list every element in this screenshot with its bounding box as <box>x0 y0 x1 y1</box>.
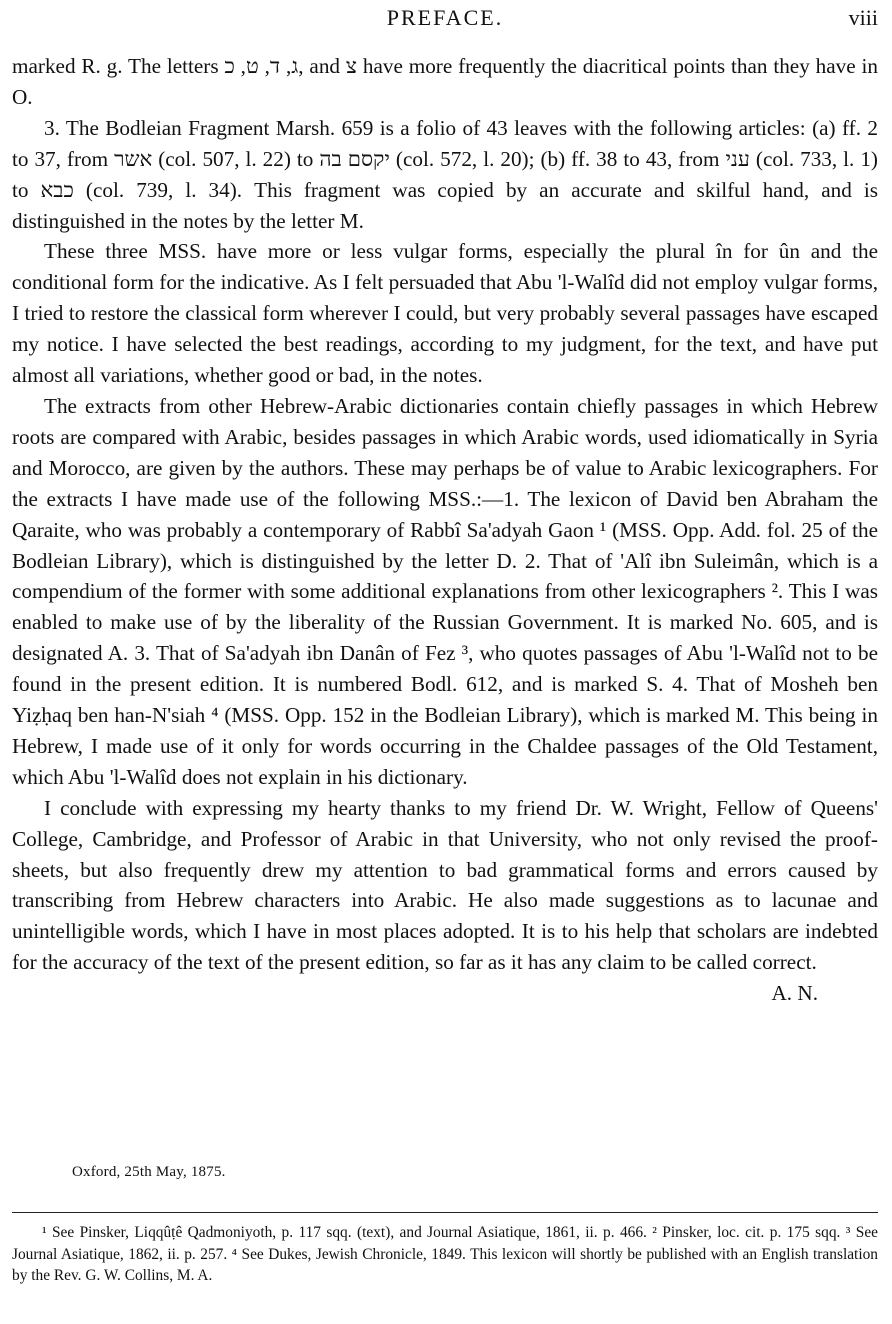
paragraph-vulgar-forms: These three MSS. have more or less vulgar forms, especially the plural în for ûn and the conditional form for the indicative. As I felt persuaded that Abu 'l-Walîd did not employ vulgar forms, I tried to restore the classical form wherever I could, but very probably several passages have escaped my notice. I have selected the best readings, according to my judgment, for the text, and have put almost all variations, whether good or bad, in the notes. <box>12 239 878 388</box>
paragraph-acknowledgements: I conclude with expressing my hearty thanks to my friend Dr. W. Wright, Fellow of Queens' College, Cambridge, and Professor of Arabic in that University, who not only revised the proof-sheets, but also frequently drew my attention to bad grammatical forms and errors caused by transcribing from Hebrew characters into Arabic. He also made suggestions as to lacunae and unintelligible words, which I have in most places adopted. It is to his help that scholars are indebted for the accuracy of the text of the present edition, so far as it has any claim to be called correct. <box>12 795 878 975</box>
author-signature: A. N. <box>771 981 818 1006</box>
footnotes <box>12 1222 878 1287</box>
paragraph-continuation: marked R. g. The letters ג, ד, ט, כ, and צ have more frequently the diacritical points than they have in O. <box>12 54 878 109</box>
body-text <box>12 51 878 1009</box>
footnote-block: ¹ See Pinsker, Liqqûṭê Qadmoniyoth, p. 117 sqq. (text), and Journal Asiatique, 1861, ii. p. 466. ² Pinsker, loc. cit. p. 175 sqq. ³ See Journal Asiatique, 1862, ii. p. 257. ⁴ See Dukes, Jewish Chronicle, 1849. This lexicon will shortly be published with an English translation by the Rev. G. W. Collins, M. A. <box>12 1224 878 1284</box>
paragraph-bodleian-fragment: 3. The Bodleian Fragment Marsh. 659 is a folio of 43 leaves with the following articles: (a) ff. 2 to 37, from אשר (col. 507, l. 22) to יקסם בה (col. 572, l. 20); (b) ff. 38 to 43, from עני (col. 733, l. 1) to כבא (col. 739, l. 34). This fragment was copied by an accurate and skilful hand, and is distinguished in the notes by the letter M. <box>12 115 879 233</box>
paragraph-extracts: The extracts from other Hebrew-Arabic dictionaries contain chiefly passages in which Hebrew roots are compared with Arabic, besides passages in which Arabic words, used idiomatically in Syria and Morocco, are given by the authors. These may perhaps be of value to Arabic lexicographers. For the extracts I have made use of the following MSS.:—1. The lexicon of David ben Abraham the Qaraite, who was probably a contemporary of Rabbî Sa'adyah Gaon ¹ (MSS. Opp. Add. fol. 25 of the Bodleian Library), which is distinguished by the letter D. 2. That of 'Alî ibn Suleimân, which is a compendium of the former with some additional explanations from other lexicographers ². This I was enabled to make use of by the liberality of the Russian Government. It is marked No. 605, and is designated A. 3. That of Sa'adyah ibn Danân of Fez ³, who quotes passages of Abu 'l-Walîd not to be found in the present edition. It is numbered Bodl. 612, and is marked S. 4. That of Mosheh ben Yiẓḥaq ben han-N'siah ⁴ (MSS. Opp. 152 in the Bodleian Library), which is marked M. This being in Hebrew, I made use of it only for words occurring in the Chaldee passages of the Old Testament, which Abu 'l-Walîd does not explain in his dictionary. <box>12 393 878 789</box>
date-line: Oxford, 25th May, 1875. <box>72 1164 226 1180</box>
running-header <box>12 5 878 35</box>
footnote-divider <box>12 1212 878 1213</box>
page-title: PREFACE. <box>386 5 504 30</box>
page-number: viii <box>848 5 878 30</box>
